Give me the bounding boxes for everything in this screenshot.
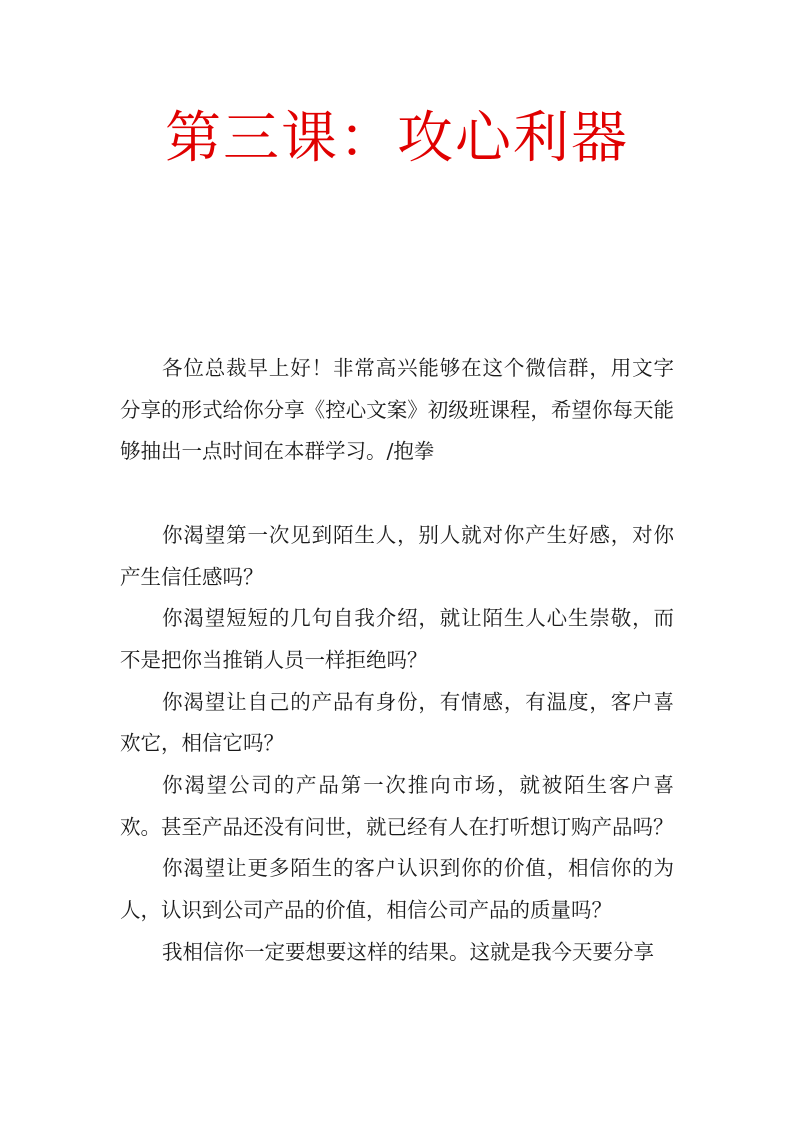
blank-line xyxy=(120,473,674,515)
lesson-body xyxy=(120,348,674,974)
question-paragraph-product-identity: 你渴望让自己的产品有身份，有情感，有温度，客户喜欢它，相信它吗？ xyxy=(120,689,674,756)
question-paragraph-value: 你渴望让更多陌生的客户认识到你的价值，相信你的为人，认识到公司产品的价值，相信公司产品的质量吗？ xyxy=(120,856,674,923)
question-paragraph-introduction: 你渴望短短的几句自我介绍，就让陌生人心生崇敬，而不是把你当推销人员一样拒绝吗？ xyxy=(120,606,674,672)
lesson-title: 第三课：攻心利器 xyxy=(165,106,629,171)
question-paragraph-market-launch: 你渴望公司的产品第一次推向市场，就被陌生客户喜欢。甚至产品还没有问世，就已经有人在打听想订购产品吗？ xyxy=(120,773,674,839)
question-paragraph-trust: 你渴望第一次见到陌生人，别人就对你产生好感，对你产生信任感吗？ xyxy=(120,522,674,589)
conclusion-paragraph: 我相信你一定要想要这样的结果。这就是我今天要分享 xyxy=(162,939,654,964)
greeting-paragraph: 各位总裁早上好！非常高兴能够在这个微信群，用文字分享的形式给你分享《控心文案》初级班课程，希望你每天能够抽出一点时间在本群学习。/抱拳 xyxy=(120,356,674,464)
